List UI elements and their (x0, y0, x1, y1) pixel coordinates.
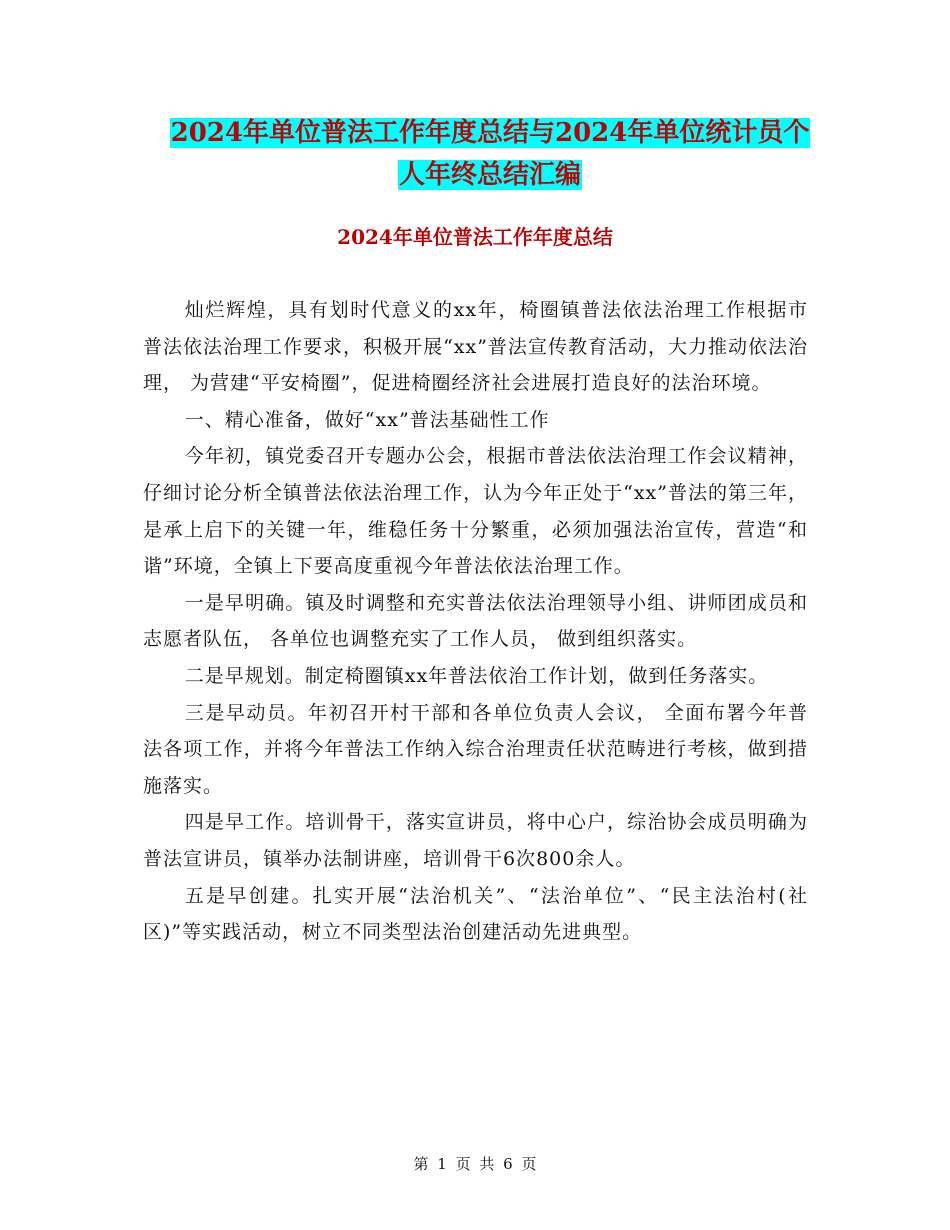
paragraph: 今年初，镇党委召开专题办公会，根据市普法依法治理工作会议精神，仔细讨论分析全镇普法依法治理工作，认为今年正处于“xx”普法的第三年，是承上启下的关键一年，维稳任务十分繁重，必须加强法治宣传，营造“和谐”环境，全镇上下要高度重视今年普法依法治理工作。 (143, 445, 808, 578)
paragraph: 灿烂辉煌，具有划时代意义的xx年，椅圈镇普法依法治理工作根据市普法依法治理工作要求，积极开展“xx”普法宣传教育活动，大力推动依法治理， 为营建“平安椅圈”，促进椅圈经济社会进展打造良好的法治环境。 (143, 299, 808, 395)
paragraph: 四是早工作。培训骨干，落实宣讲员，将中心户，综治协会成员明确为普法宣讲员，镇举办法制讲座，培训骨干6次800余人。 (143, 811, 808, 870)
paragraph-heading: 一、精心准备，做好“xx”普法基础性工作 (184, 408, 550, 431)
document-title-line1: 2024年单位普法工作年度总结与2024年单位统计员个 (170, 118, 810, 148)
paragraph: 三是早动员。年初召开村干部和各单位负责人会议， 全面布署今年普法各项工作，并将今年普法工作纳入综合治理责任状范畴进行考核，做到措施落实。 (143, 701, 808, 797)
paragraph: 五是早创建。扎实开展“法治机关”、“法治单位”、“民主法治村(社区)”等实践活动，树立不同类型法治创建活动先进典型。 (143, 884, 808, 944)
document-body (143, 292, 808, 951)
document-title (140, 112, 840, 196)
paragraph: 一是早明确。镇及时调整和充实普法依法治理领导小组、讲师团成员和志愿者队伍， 各单位也调整充实了工作人员， 做到组织落实。 (143, 591, 808, 651)
page-footer: 第 1 页 共 6 页 (413, 1155, 537, 1173)
section-title: 2024年单位普法工作年度总结 (337, 225, 613, 249)
document-title-line2: 人年终总结汇编 (398, 160, 581, 190)
paragraph: 二是早规划。制定椅圈镇xx年普法依治工作计划，做到任务落实。 (184, 664, 769, 687)
